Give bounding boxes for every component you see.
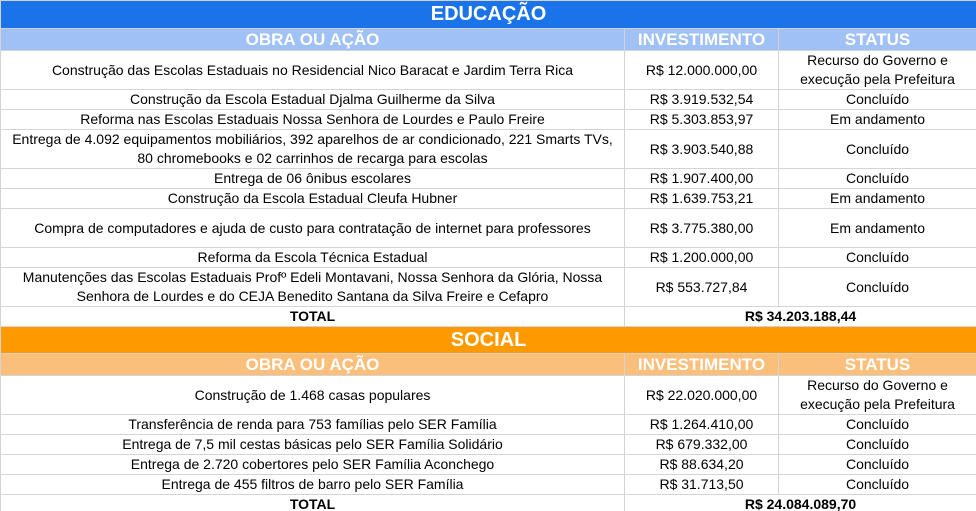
table-row [1, 248, 976, 268]
status-cell: Em andamento [779, 110, 976, 130]
obra-cell: Reforma nas Escolas Estaduais Nossa Senhora de Lourdes e Paulo Freire [1, 110, 625, 130]
table-row [1, 130, 976, 169]
obra-cell: Construção da Escola Estadual Cleufa Hubner [1, 189, 625, 209]
investimento-cell: R$ 22.020.000,00 [625, 376, 779, 415]
social-header-row [1, 354, 976, 376]
investimento-cell: R$ 553.727,84 [625, 268, 779, 307]
header-status: STATUS [779, 354, 976, 376]
obra-cell: Reforma da Escola Técnica Estadual [1, 248, 625, 268]
investimento-cell: R$ 12.000.000,00 [625, 51, 779, 90]
obra-cell: Entrega de 7,5 mil cestas básicas pelo SER Família Solidário [1, 435, 625, 455]
total-label: TOTAL [1, 307, 625, 327]
investimento-cell: R$ 88.634,20 [625, 455, 779, 475]
status-cell: Em andamento [779, 189, 976, 209]
obra-cell: Entrega de 06 ônibus escolares [1, 169, 625, 189]
header-obra: OBRA OU AÇÃO [1, 354, 625, 376]
investimento-cell: R$ 5.303.853,97 [625, 110, 779, 130]
status-cell: Concluído [779, 435, 976, 455]
status-cell: Concluído [779, 268, 976, 307]
table-row [1, 435, 976, 455]
table-row [1, 209, 976, 248]
obra-cell: Transferência de renda para 753 famílias pelo SER Família [1, 415, 625, 435]
status-cell: Concluído [779, 130, 976, 169]
obra-cell: Construção da Escola Estadual Djalma Guilherme da Silva [1, 90, 625, 110]
status-cell: Recurso do Governo e execução pela Prefeitura [779, 376, 976, 415]
status-cell: Em andamento [779, 209, 976, 248]
obra-cell: Entrega de 455 filtros de barro pelo SER Família [1, 475, 625, 495]
educacao-section-title: EDUCAÇÃO [1, 1, 976, 29]
status-cell: Concluído [779, 169, 976, 189]
header-obra: OBRA OU AÇÃO [1, 29, 625, 51]
status-cell: Concluído [779, 90, 976, 110]
table-row [1, 376, 976, 415]
obra-cell: Construção de 1.468 casas populares [1, 376, 625, 415]
investimento-cell: R$ 3.919.532,54 [625, 90, 779, 110]
educacao-section-title-row [1, 1, 976, 29]
obra-cell: Entrega de 4.092 equipamentos mobiliários, 392 aparelhos de ar condicionado, 221 Smarts TVs, 80 chromebooks e 02 carrinhos de recarga para escolas [1, 130, 625, 169]
table-row [1, 415, 976, 435]
social-section-title: SOCIAL [1, 327, 976, 354]
total-value: R$ 34.203.188,44 [625, 307, 976, 327]
table-row [1, 169, 976, 189]
investimento-cell: R$ 3.775.380,00 [625, 209, 779, 248]
social-total-row [1, 495, 976, 511]
table-row [1, 189, 976, 209]
educacao-total-row [1, 307, 976, 327]
header-status: STATUS [779, 29, 976, 51]
investimento-cell: R$ 1.907.400,00 [625, 169, 779, 189]
table-row [1, 475, 976, 495]
table-row [1, 455, 976, 475]
status-cell: Recurso do Governo e execução pela Prefeitura [779, 51, 976, 90]
obra-cell: Construção das Escolas Estaduais no Residencial Nico Baracat e Jardim Terra Rica [1, 51, 625, 90]
status-cell: Concluído [779, 455, 976, 475]
table-row [1, 51, 976, 90]
social-section-title-row [1, 327, 976, 354]
investimento-cell: R$ 1.264.410,00 [625, 415, 779, 435]
total-value: R$ 24.084.089,70 [625, 495, 976, 511]
table-row [1, 268, 976, 307]
status-cell: Concluído [779, 415, 976, 435]
status-cell: Concluído [779, 475, 976, 495]
header-investimento: INVESTIMENTO [625, 29, 779, 51]
obra-cell: Compra de computadores e ajuda de custo para contratação de internet para professores [1, 209, 625, 248]
investimento-cell: R$ 1.200.000,00 [625, 248, 779, 268]
status-cell: Concluído [779, 248, 976, 268]
total-label: TOTAL [1, 495, 625, 511]
investimento-cell: R$ 31.713,50 [625, 475, 779, 495]
investimento-cell: R$ 3.903.540,88 [625, 130, 779, 169]
investimento-cell: R$ 679.332,00 [625, 435, 779, 455]
investimento-cell: R$ 1.639.753,21 [625, 189, 779, 209]
educacao-header-row [1, 29, 976, 51]
table-row [1, 110, 976, 130]
table-row [1, 90, 976, 110]
obra-cell: Manutenções das Escolas Estaduais Profº Edeli Montavani, Nossa Senhora da Glória, Nossa Senhora de Lourdes e do CEJA Benedito Santana da Silva Freire e Cefapro [1, 268, 625, 307]
header-investimento: INVESTIMENTO [625, 354, 779, 376]
obra-cell: Entrega de 2.720 cobertores pelo SER Família Aconchego [1, 455, 625, 475]
